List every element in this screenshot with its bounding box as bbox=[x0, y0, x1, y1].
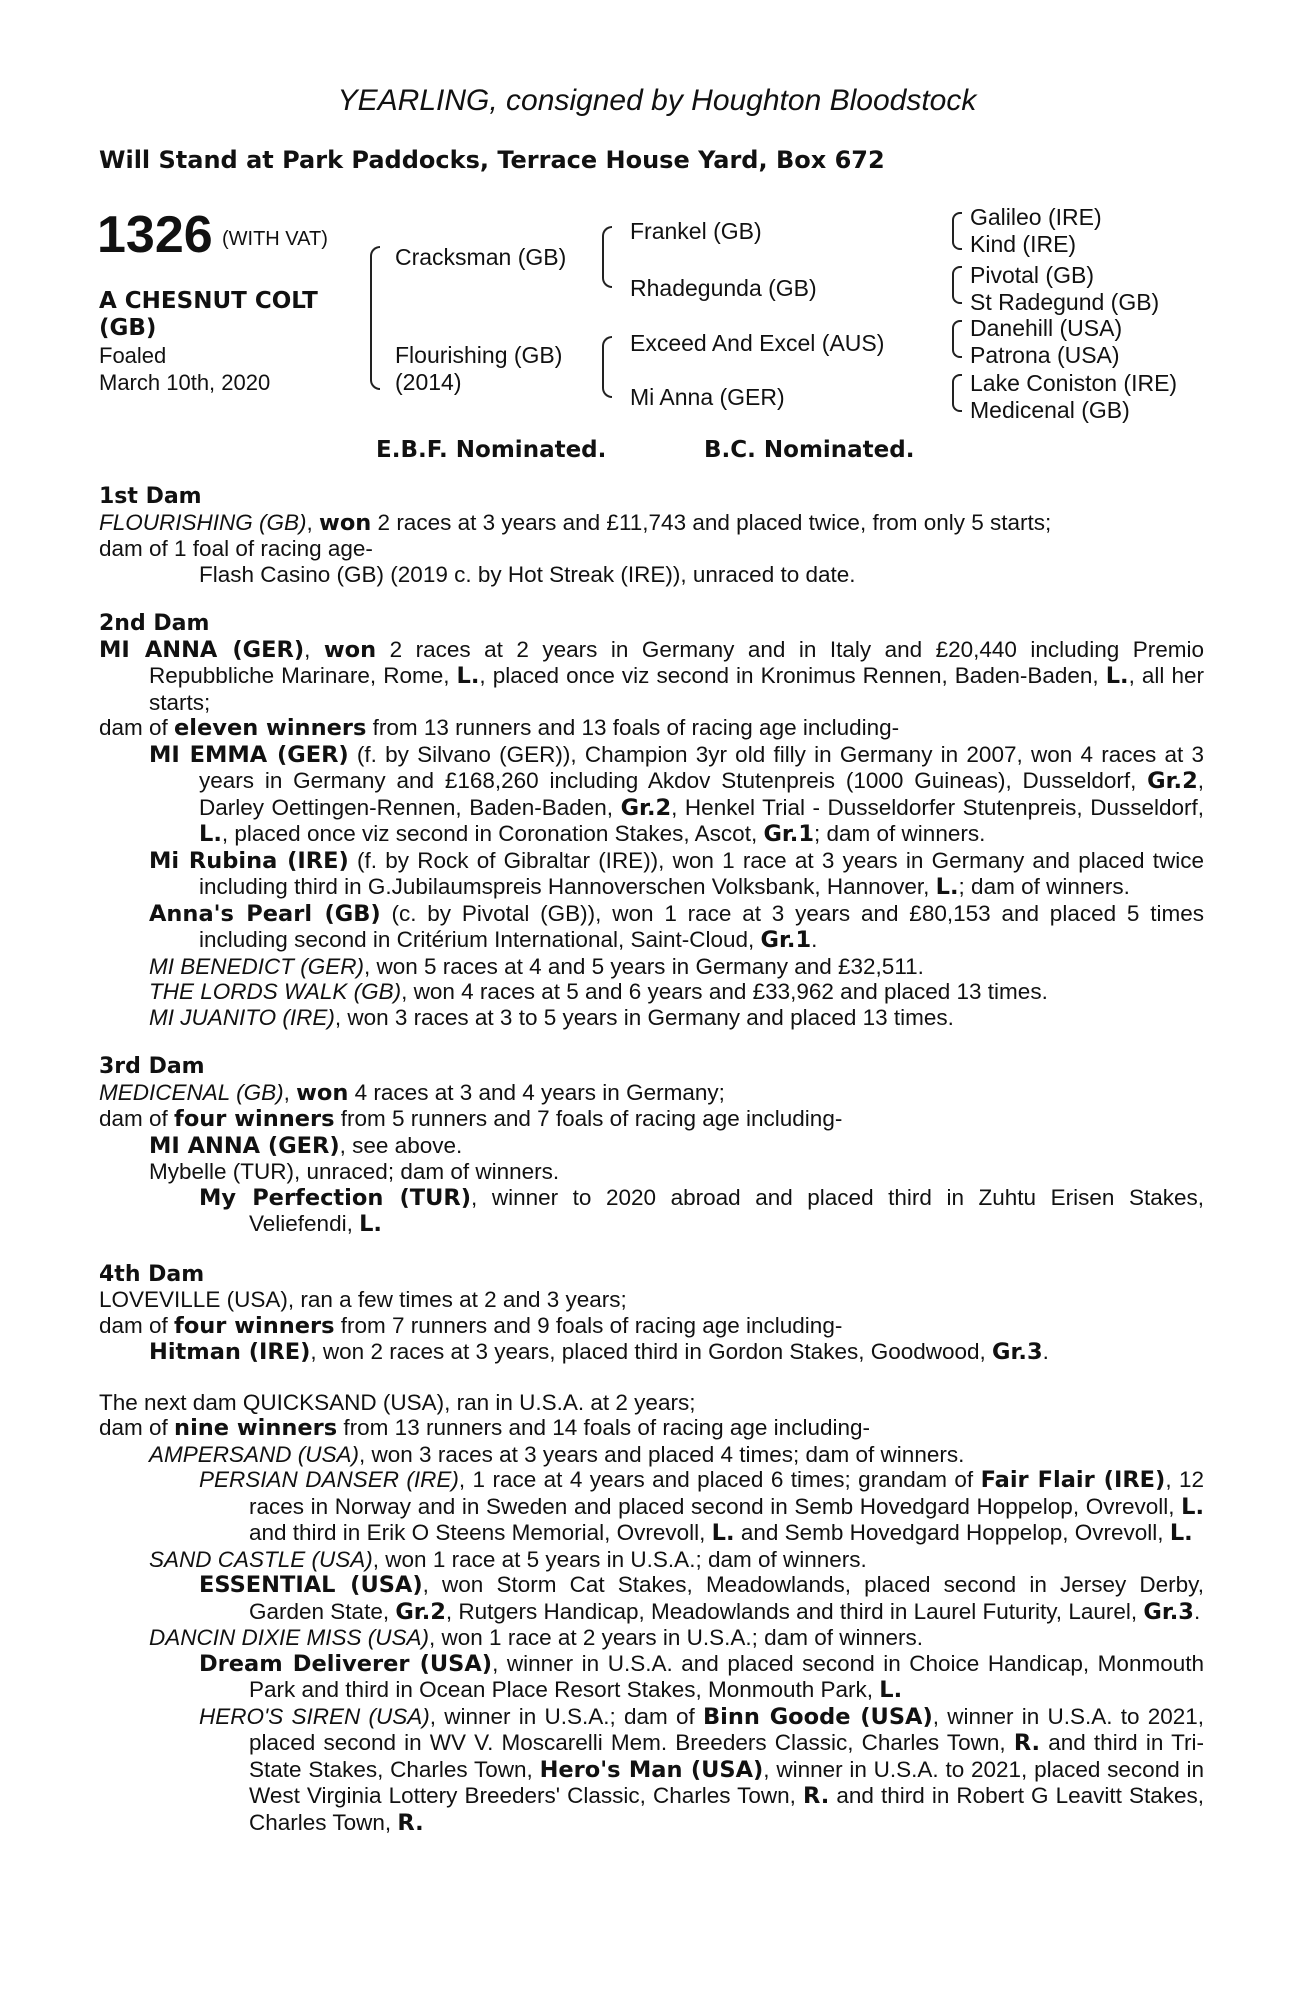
stand-location: Will Stand at Park Paddocks, Terrace House Yard, Box 672 bbox=[99, 146, 885, 174]
dam-produce-summary bbox=[99, 1313, 1204, 1340]
horse-name: HERO'S SIREN (USA) bbox=[199, 1703, 430, 1729]
grade: L. bbox=[359, 1211, 382, 1237]
text: , winner in U.S.A.; dam of bbox=[429, 1703, 703, 1729]
text: . bbox=[1193, 1598, 1201, 1624]
text: , Rutgers Handicap, Meadowlands and third in Laurel Futurity, Laurel, bbox=[445, 1598, 1144, 1624]
dam-record bbox=[99, 510, 1204, 537]
horse-name: PERSIAN DANSER (IRE) bbox=[199, 1467, 459, 1492]
produce-entry bbox=[99, 1442, 1204, 1468]
produce-entry bbox=[99, 1625, 1204, 1651]
pedigree-brace-main bbox=[370, 246, 380, 390]
grade: L. bbox=[711, 1520, 735, 1546]
text: won bbox=[323, 636, 377, 663]
text: nine winners bbox=[174, 1415, 338, 1441]
text: and third in Erik O Steens Memorial, Ovrevoll, bbox=[249, 1520, 712, 1545]
horse-name: THE LORDS WALK (GB) bbox=[149, 979, 402, 1004]
text: , winner to 2020 abroad and placed third in Zuhtu Erisen Stakes, Veliefendi, bbox=[249, 1184, 1204, 1236]
vat-note: (WITH VAT) bbox=[222, 228, 328, 250]
grade: R. bbox=[1013, 1730, 1041, 1756]
pedigree-brace-sire bbox=[602, 226, 612, 288]
text: dam of bbox=[99, 1106, 175, 1131]
text: , bbox=[306, 509, 320, 535]
produce-entry bbox=[99, 901, 1204, 954]
dam-record bbox=[99, 1080, 1204, 1107]
text: dam of bbox=[99, 1312, 175, 1338]
pedigree-brace-dam bbox=[602, 336, 612, 398]
produce-entry bbox=[99, 1133, 1204, 1160]
horse-name: Anna's Pearl (GB) bbox=[149, 900, 381, 927]
section-4th-dam: 4th Dam bbox=[99, 1261, 205, 1287]
produce-entry bbox=[99, 979, 1204, 1005]
grade: Gr.2 bbox=[395, 1598, 446, 1625]
produce-entry bbox=[99, 1547, 1204, 1573]
text: , see above. bbox=[339, 1132, 463, 1158]
text: four winners bbox=[174, 1106, 335, 1132]
horse-name: MI ANNA (GER) bbox=[149, 1132, 340, 1159]
text: from 5 runners and 7 foals of racing age including- bbox=[334, 1106, 843, 1131]
horse-name: MEDICENAL (GB) bbox=[99, 1079, 284, 1105]
dam-produce-summary: dam of 1 foal of racing age- bbox=[99, 536, 373, 561]
text: , placed once viz second in Coronation Stakes, Ascot, bbox=[221, 821, 764, 846]
pedigree-sire-sire: Frankel (GB) bbox=[630, 218, 762, 244]
horse-name: Dream Deliverer (USA) bbox=[199, 1650, 493, 1677]
grade: L. bbox=[1181, 1493, 1204, 1520]
text: four winners bbox=[174, 1312, 335, 1339]
text: ; dam of winners. bbox=[958, 874, 1130, 899]
foaled-info bbox=[99, 342, 270, 396]
produce-entry bbox=[99, 1467, 1204, 1547]
produce-entry bbox=[99, 1339, 1204, 1366]
grade: R. bbox=[803, 1783, 830, 1809]
foaled-label: Foaled bbox=[99, 343, 167, 368]
text: won bbox=[296, 1079, 349, 1106]
horse-name: Hero's Man (USA) bbox=[539, 1756, 764, 1783]
foaled-date: March 10th, 2020 bbox=[99, 370, 271, 395]
pedigree-dam: Flourishing (GB) bbox=[395, 342, 563, 368]
text: , bbox=[304, 636, 324, 662]
grade: L. bbox=[1169, 1520, 1193, 1546]
horse-name: MI BENEDICT (GER) bbox=[149, 953, 365, 979]
text: , won 5 races at 4 and 5 years in Germany and £32,511. bbox=[364, 953, 924, 979]
text: , Henkel Trial - Dusseldorfer Stutenpreis, Dusseldorf, bbox=[671, 794, 1204, 820]
horse-name: Hitman (IRE) bbox=[149, 1339, 311, 1365]
dam-record bbox=[99, 637, 1204, 716]
horse-name: DANCIN DIXIE MISS (USA) bbox=[149, 1625, 430, 1650]
text: 4 races at 3 and 4 years in Germany; bbox=[348, 1079, 725, 1105]
text: , winner in U.S.A. to 2021, placed second in West Virginia Lottery Breeders' Classic, Charles Town, bbox=[249, 1756, 1205, 1808]
horse-name: My Perfection (TUR) bbox=[199, 1184, 472, 1211]
horse-name: MI EMMA (GER) bbox=[149, 741, 349, 768]
section-3rd-dam: 3rd Dam bbox=[99, 1054, 205, 1079]
next-dam-record: The next dam QUICKSAND (USA), ran in U.S.A. at 2 years; bbox=[99, 1389, 696, 1415]
text: , won 3 races at 3 years and placed 4 times; dam of winners. bbox=[359, 1441, 965, 1467]
horse-description: A CHESNUT COLT (GB) bbox=[99, 288, 318, 341]
text: and Semb Hovedgard Hoppelop, Ovrevoll, bbox=[734, 1520, 1170, 1545]
pedigree-ggp: Galileo (IRE) bbox=[970, 204, 1102, 230]
text: , won 2 races at 3 years, placed third in Gordon Stakes, Goodwood, bbox=[310, 1339, 993, 1364]
text: , won 1 race at 2 years in U.S.A.; dam of winners. bbox=[429, 1625, 923, 1650]
horse-name: ESSENTIAL (USA) bbox=[199, 1572, 423, 1598]
pedigree-ggp: Patrona (USA) bbox=[970, 342, 1120, 368]
grade: Gr.3 bbox=[992, 1339, 1043, 1365]
text: , won Storm Cat Stakes, Meadowlands, placed second in Jersey Derby, Garden State, bbox=[249, 1572, 1204, 1624]
produce-entry bbox=[99, 1651, 1204, 1704]
text: and third in Robert G Leavitt Stakes, Charles Town, bbox=[249, 1783, 1204, 1835]
horse-name: SAND CASTLE (USA) bbox=[149, 1546, 373, 1572]
pedigree-ggp: Danehill (USA) bbox=[970, 315, 1123, 341]
pedigree-ggp: Pivotal (GB) bbox=[970, 262, 1094, 288]
pedigree-ggp: St Radegund (GB) bbox=[970, 289, 1160, 315]
horse-name: AMPERSAND (USA) bbox=[149, 1441, 360, 1467]
grade: L. bbox=[935, 874, 959, 900]
pedigree-notes bbox=[99, 484, 1204, 1836]
text: , placed once viz second in Kronimus Rennen, Baden-Baden, bbox=[479, 663, 1106, 688]
produce-entry: Mybelle (TUR), unraced; dam of winners. bbox=[149, 1159, 560, 1184]
grade: Gr.3 bbox=[1143, 1598, 1194, 1625]
horse-name: FLOURISHING (GB) bbox=[99, 509, 307, 535]
text: and third in Tri-State Stakes, Charles Town, bbox=[249, 1730, 1204, 1782]
text: , won 1 race at 5 years in U.S.A.; dam of winners. bbox=[372, 1546, 867, 1572]
grade: R. bbox=[397, 1809, 424, 1836]
text: from 13 runners and 13 foals of racing age including- bbox=[366, 715, 900, 740]
produce-entry bbox=[99, 1572, 1204, 1625]
bc-nominated: B.C. Nominated. bbox=[704, 437, 915, 463]
pedigree-ggp: Lake Coniston (IRE) bbox=[970, 370, 1178, 396]
text: from 7 runners and 9 foals of racing age including- bbox=[334, 1312, 843, 1338]
pedigree-dam-sire: Exceed And Excel (AUS) bbox=[630, 330, 885, 356]
produce-entry bbox=[99, 1005, 1204, 1031]
grade: Gr.2 bbox=[620, 794, 672, 821]
horse-name: Mi Rubina (IRE) bbox=[149, 847, 349, 874]
text: . bbox=[1042, 1339, 1049, 1364]
dam-record: LOVEVILLE (USA), ran a few times at 2 and 3 years; bbox=[99, 1287, 627, 1312]
pedigree-sire-dam: Rhadegunda (GB) bbox=[630, 275, 817, 301]
page-title: YEARLING, consigned by Houghton Bloodstock bbox=[337, 84, 977, 117]
produce-entry bbox=[99, 1185, 1204, 1238]
text: eleven winners bbox=[174, 715, 367, 741]
text: dam of bbox=[99, 715, 175, 740]
produce-entry bbox=[99, 742, 1204, 848]
horse-name: MI JUANITO (IRE) bbox=[149, 1004, 335, 1030]
text: . bbox=[811, 927, 818, 952]
produce-entry bbox=[99, 954, 1204, 980]
dam-produce-summary bbox=[99, 715, 1204, 742]
produce-entry: Flash Casino (GB) (2019 c. by Hot Streak (IRE)), unraced to date. bbox=[199, 561, 856, 587]
text: , bbox=[283, 1079, 297, 1105]
produce-entry bbox=[99, 848, 1204, 901]
horse-name: Binn Goode (USA) bbox=[703, 1703, 933, 1730]
pedigree-dam-dam: Mi Anna (GER) bbox=[630, 384, 785, 410]
text: 2 races at 3 years and £11,743 and placed twice, from only 5 starts; bbox=[371, 509, 1052, 535]
text: , won 3 races at 3 to 5 years in Germany and placed 13 times. bbox=[334, 1004, 954, 1030]
pedigree-brace-ggp2 bbox=[952, 266, 962, 304]
text: won bbox=[319, 509, 372, 536]
pedigree-brace-ggp3 bbox=[952, 320, 962, 358]
grade: L. bbox=[199, 821, 222, 847]
produce-entry bbox=[99, 1704, 1204, 1837]
text: , 1 race at 4 years and placed 6 times; grandam of bbox=[458, 1467, 981, 1492]
pedigree-ggp: Kind (IRE) bbox=[970, 231, 1077, 257]
text: , winner in U.S.A. to 2021, placed second in WV V. Moscarelli Mem. Breeders Classic, Charles Town, bbox=[249, 1703, 1205, 1755]
grade: L. bbox=[879, 1677, 903, 1703]
text: , won 4 races at 5 and 6 years and £33,962 and placed 13 times. bbox=[401, 979, 1048, 1004]
text: (c. by Pivotal (GB)), won 1 race at 3 years and £80,153 and placed 5 times including second in Critérium International, Saint-Cloud, bbox=[199, 900, 1205, 952]
horse-name: MI ANNA (GER) bbox=[99, 636, 305, 663]
dam-produce-summary bbox=[99, 1106, 1204, 1133]
text: , all her starts; bbox=[149, 663, 1204, 715]
section-1st-dam: 1st Dam bbox=[99, 484, 202, 509]
text: (f. by Rock of Gibraltar (IRE)), won 1 race at 3 years in Germany and placed twice including third in G.Jubilaumspreis Hannoverschen Volksbank, Hannover, bbox=[199, 847, 1204, 899]
grade: Gr.2 bbox=[1147, 768, 1198, 794]
text: , Darley Oettingen-Rennen, Baden-Baden, bbox=[199, 768, 1204, 820]
pedigree-sire: Cracksman (GB) bbox=[395, 244, 567, 270]
text: dam of bbox=[99, 1415, 175, 1440]
grade: Gr.1 bbox=[763, 821, 815, 847]
pedigree-brace-ggp4 bbox=[952, 374, 962, 412]
text: ; dam of winners. bbox=[814, 821, 986, 846]
horse-name: Fair Flair (IRE) bbox=[980, 1467, 1166, 1493]
lot-number: 1326 bbox=[97, 206, 213, 264]
grade: L. bbox=[456, 663, 480, 689]
text: , 12 races in Norway and in Sweden and placed second in Semb Hovedgard Hoppelop, Ovrevoll, bbox=[249, 1467, 1205, 1519]
text: (f. by Silvano (GER)), Champion 3yr old filly in Germany in 2007, won 4 races at 3 years in Germany and £168,260 including Akdov Stutenpreis (1000 Guineas), Dusseldorf, bbox=[199, 741, 1204, 793]
pedigree-ggp: Medicenal (GB) bbox=[970, 397, 1130, 423]
text: 2 races at 2 years in Germany and in Italy and £20,440 including Premio Repubbliche Marinare, Rome, bbox=[149, 636, 1204, 688]
dam-produce-summary bbox=[99, 1415, 1204, 1442]
text: from 13 runners and 14 foals of racing age including- bbox=[337, 1415, 870, 1440]
grade: Gr.1 bbox=[760, 927, 812, 953]
grade: L. bbox=[1105, 663, 1129, 689]
section-2nd-dam: 2nd Dam bbox=[99, 611, 210, 636]
text: , winner in U.S.A. and placed second in Choice Handicap, Monmouth Park and third in Ocean Place Resort Stakes, Monmouth Park, bbox=[249, 1650, 1204, 1702]
pedigree-brace-ggp1 bbox=[952, 212, 962, 250]
ebf-nominated: E.B.F. Nominated. bbox=[376, 437, 607, 463]
pedigree-dam-year: (2014) bbox=[395, 369, 462, 395]
